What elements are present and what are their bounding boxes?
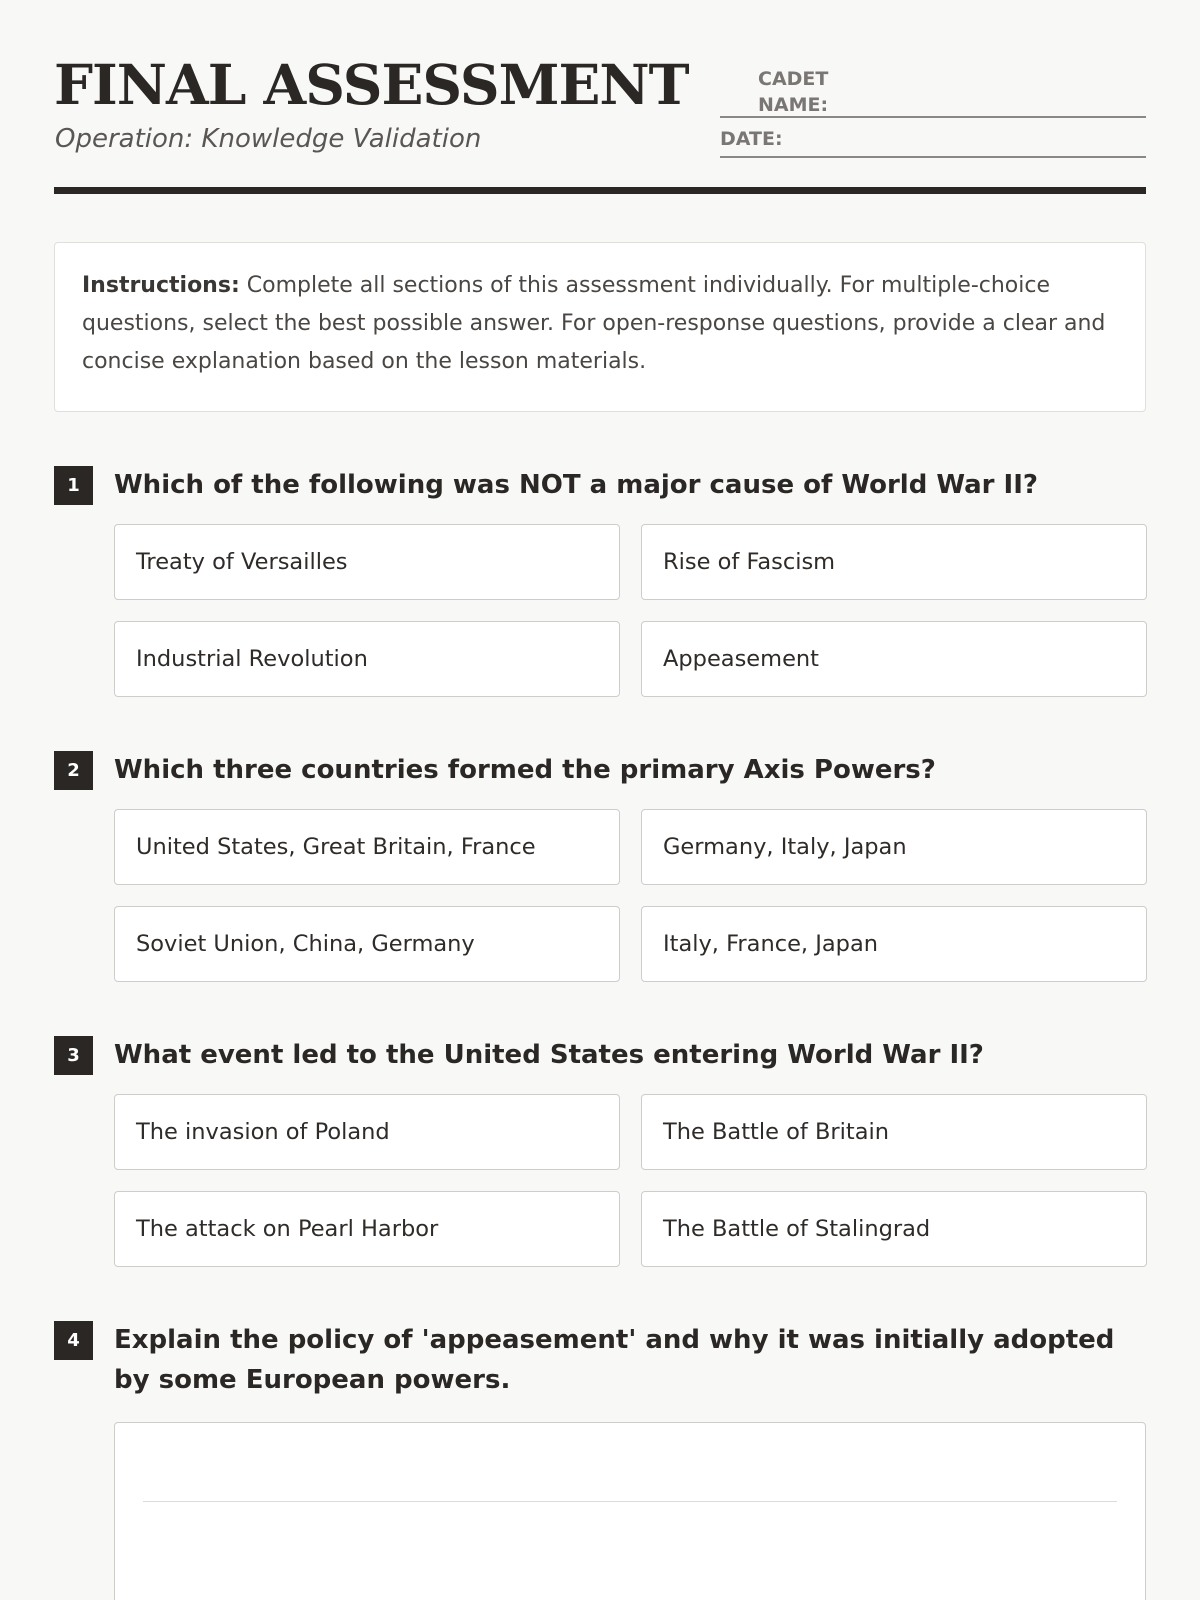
answer-option[interactable]: Italy, France, Japan (641, 906, 1147, 982)
question-number-badge: 3 (54, 1036, 93, 1075)
open-response-textarea[interactable] (114, 1422, 1146, 1600)
answer-option[interactable]: United States, Great Britain, France (114, 809, 620, 885)
writing-line (143, 1501, 1117, 1502)
answer-option[interactable]: The invasion of Poland (114, 1094, 620, 1170)
header (54, 0, 1146, 194)
date-label: DATE: (720, 128, 783, 150)
question-2 (54, 751, 1146, 982)
answer-options (114, 809, 1146, 982)
question-number-badge: 1 (54, 466, 93, 505)
question-1 (54, 466, 1146, 697)
question-number-badge: 4 (54, 1321, 93, 1360)
question-4 (54, 1321, 1146, 1600)
instructions-box (54, 242, 1146, 412)
instructions-text: Complete all sections of this assessment individually. For multiple-choice questions, select the best possible answer. For open-response questions, provide a clear and concise explanation based on the lesson materials. (82, 273, 1106, 374)
cadet-name-field[interactable] (720, 64, 1146, 118)
date-field[interactable] (720, 118, 1146, 158)
question-3 (54, 1036, 1146, 1267)
answer-option[interactable]: Germany, Italy, Japan (641, 809, 1147, 885)
answer-option[interactable]: Treaty of Versailles (114, 524, 620, 600)
cadet-name-label: CADET NAME: (758, 68, 829, 116)
student-fields (720, 64, 1146, 158)
answer-option[interactable]: Soviet Union, China, Germany (114, 906, 620, 982)
question-text: Which three countries formed the primary Axis Powers? (114, 755, 936, 785)
question-text: Explain the policy of 'appeasement' and why it was initially adopted by some European powers. (114, 1325, 1115, 1395)
page-title: FINAL ASSESSMENT (54, 52, 689, 117)
question-text: What event led to the United States entering World War II? (114, 1040, 984, 1070)
question-text: Which of the following was NOT a major cause of World War II? (114, 470, 1038, 500)
answer-option[interactable]: The attack on Pearl Harbor (114, 1191, 620, 1267)
answer-options (114, 524, 1146, 697)
answer-option[interactable]: Industrial Revolution (114, 621, 620, 697)
answer-option[interactable]: Appeasement (641, 621, 1147, 697)
instructions-label: Instructions: (82, 273, 240, 298)
answer-options (114, 1094, 1146, 1267)
page-subtitle: Operation: Knowledge Validation (55, 124, 482, 154)
answer-option[interactable]: Rise of Fascism (641, 524, 1147, 600)
answer-option[interactable]: The Battle of Stalingrad (641, 1191, 1147, 1267)
answer-option[interactable]: The Battle of Britain (641, 1094, 1147, 1170)
question-number-badge: 2 (54, 751, 93, 790)
